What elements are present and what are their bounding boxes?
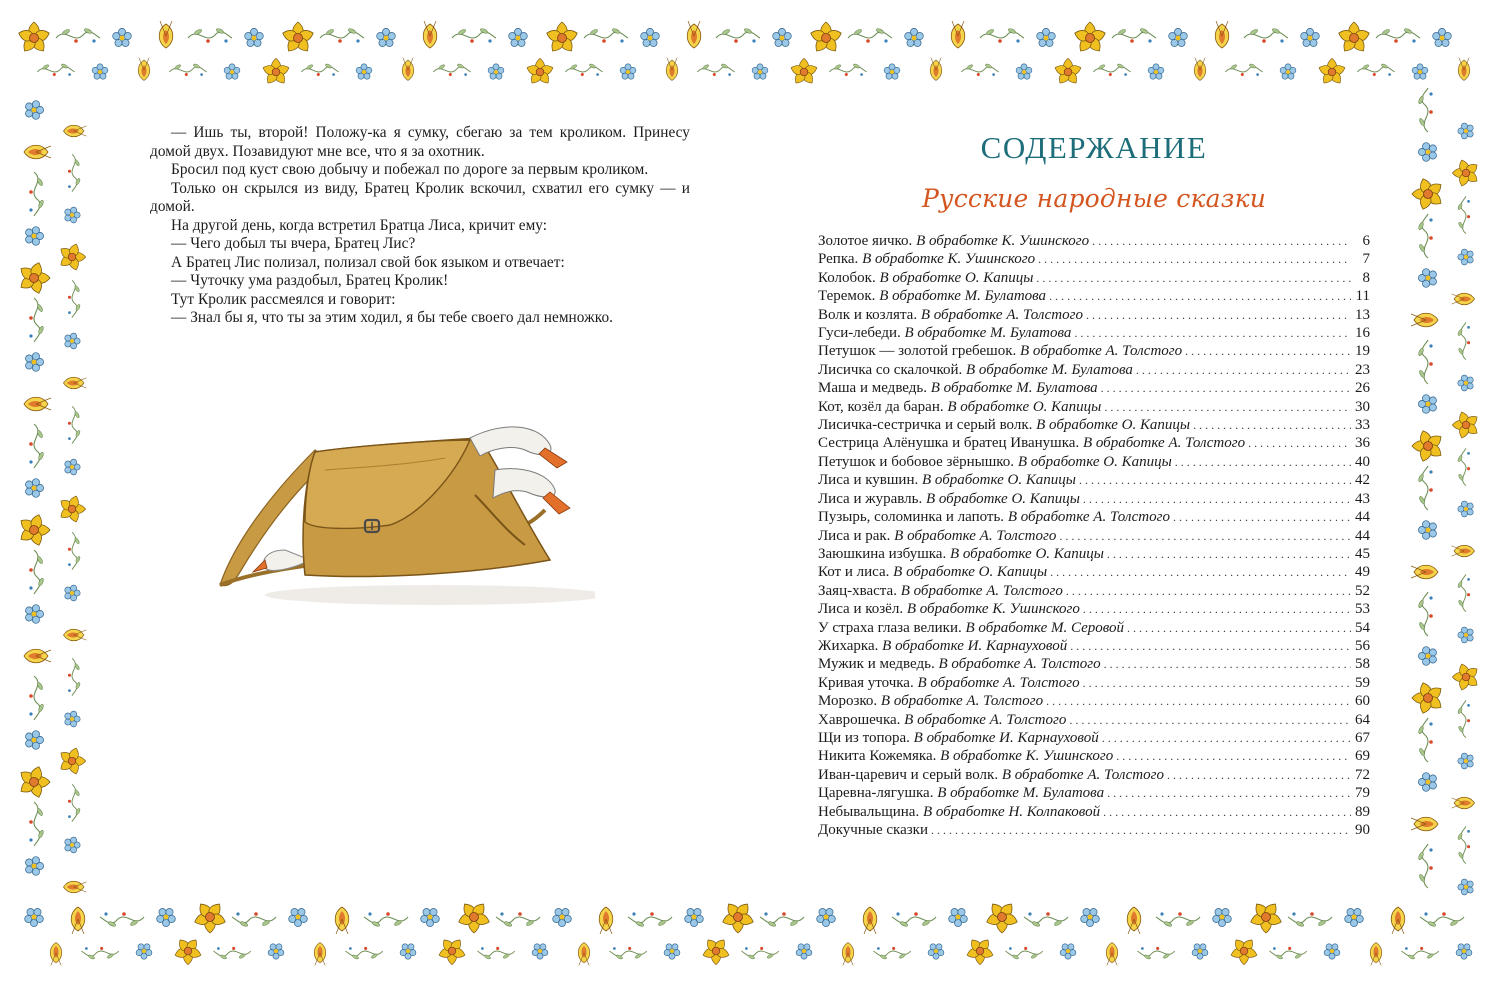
entry-title [818,232,1089,250]
leader-dots [1038,250,1351,268]
page-number: 7 [1362,251,1370,268]
page-number: 54 [1355,619,1370,636]
adaptation-credit: В обработке К. Ушинского [903,601,1080,618]
tale-name: Заяц-хваста. [818,582,897,599]
page-number: 59 [1355,674,1370,691]
tale-name: Петушок — золотой гребешок. [818,343,1017,360]
leader-dots [1066,582,1351,600]
tale-name: Лиса и рак. [818,527,891,544]
page-number: 33 [1355,417,1370,434]
contents-entry [818,324,1370,342]
entry-title [818,711,1066,729]
contents-entry [818,674,1370,692]
entry-title [818,674,1080,692]
contents-entry [818,747,1370,765]
entry-title [818,416,1190,434]
paragraph: — Знал бы я, что ты за этим ходил, я бы тебе своего дал немножко. [171,309,614,326]
adaptation-credit: В обработке М. Булатова [900,325,1072,342]
entry-title [818,434,1245,452]
page-number: 11 [1355,288,1370,305]
entry-title [818,490,1080,508]
page-number: 72 [1355,766,1370,783]
leader-dots [1083,490,1351,508]
contents-entry [818,453,1370,471]
contents-entry [818,784,1370,802]
adaptation-credit: В обработке М. Серовой [961,619,1125,636]
contents-entry [818,342,1370,360]
page-number: 60 [1355,693,1370,710]
entry-title [818,379,1098,397]
contents-entry [818,711,1370,729]
tale-name: Теремок. [818,288,876,305]
page-number: 90 [1355,822,1370,838]
entry-title [818,508,1170,526]
adaptation-credit: В обработке О. Капицы [875,269,1034,286]
page-number: 69 [1355,748,1370,765]
paragraph: — Ишь ты, второй! Положу-ка я сумку, сбегаю за тем кроликом. Принесу домой двух. Позавидуют мне все, что я за охотник. [150,124,690,160]
entry-title [818,342,1182,360]
adaptation-credit: В обработке А. Толстого [913,674,1080,691]
leader-dots [1083,600,1351,618]
adaptation-credit: В обработке Н. Колпаковой [919,803,1101,820]
leader-dots [1070,637,1351,655]
entry-title [818,306,1083,324]
entry-title [818,784,1104,802]
tale-name: Колобок. [818,269,876,286]
leader-dots [1193,416,1351,434]
entry-title [818,471,1076,489]
contents-entry [818,416,1370,434]
tale-name: Мужик и медведь. [818,656,935,673]
leader-dots [1069,711,1351,729]
page-number: 49 [1355,564,1370,581]
bag-illustration [205,410,595,610]
leader-dots [1104,398,1351,416]
entry-title [818,729,1099,747]
paragraph: Только он скрылся из виду, Братец Кролик вскочил, схватил его сумку — и домой. [150,179,690,215]
contents-entry [818,490,1370,508]
tale-name: Волк и козлята. [818,306,918,323]
entry-title [818,545,1104,563]
adaptation-credit: В обработке А. Толстого [1016,343,1183,360]
page-number: 67 [1355,729,1370,746]
tale-name: Небывальщина. [818,803,920,820]
entry-title [818,324,1071,342]
entry-title [818,582,1063,600]
leader-dots [1185,342,1351,360]
leader-dots [1036,269,1351,287]
tale-name: Царевна-лягушка. [818,785,934,802]
contents-entry [818,269,1370,287]
page-number: 36 [1355,435,1370,452]
contents-entry [818,637,1370,655]
leader-dots [1083,674,1351,692]
leader-dots [1173,508,1351,526]
adaptation-credit: В обработке М. Булатова [927,380,1098,397]
leader-dots [1167,766,1351,784]
leader-dots [1107,784,1351,802]
page-number: 58 [1355,656,1370,673]
contents-entry [818,545,1370,563]
page-number: 42 [1355,472,1370,489]
page-number: 44 [1355,527,1370,544]
paragraph: — Чуточку ума раздобыл, Братец Кролик! [171,272,449,289]
contents-entry [818,803,1370,821]
entry-title [818,803,1100,821]
adaptation-credit: В обработке О. Капицы [918,472,1076,489]
entry-title [818,619,1124,637]
tale-name: Кот, козёл да баран. [818,398,944,415]
leader-dots [1101,379,1351,397]
adaptation-credit: В обработке О. Капицы [889,564,1048,581]
adaptation-credit: В обработке К. Ушинского [858,251,1036,268]
entry-title [818,747,1113,765]
entry-title [818,600,1080,618]
adaptation-credit: В обработке О. Капицы [922,490,1080,507]
contents-entry [818,471,1370,489]
entry-title [818,361,1133,379]
adaptation-credit: В обработке А. Толстого [1079,435,1246,452]
tale-name: Лиса и козёл. [818,601,904,618]
adaptation-credit: В обработке И. Карнауховой [878,637,1068,654]
contents-entry [818,232,1370,250]
tale-name: Лисичка-сестричка и серый волк. [818,417,1033,434]
page-number: 6 [1362,233,1370,249]
leader-dots [1175,453,1351,471]
tale-name: Гуси-лебеди. [818,325,901,342]
entry-title [818,453,1172,471]
contents-entry [818,582,1370,600]
leader-dots [1086,306,1351,324]
entry-title [818,821,928,839]
page-number: 26 [1355,380,1370,397]
entry-title [818,563,1047,581]
leader-dots [1104,655,1351,673]
leader-dots [1059,527,1351,545]
tale-name: Морозко. [818,693,878,710]
adaptation-credit: В обработке А. Толстого [890,527,1057,544]
adaptation-credit: В обработке О. Капицы [1032,417,1191,434]
contents-entry [818,434,1370,452]
tale-name: Заюшкина избушка. [818,545,947,562]
entry-title [818,269,1033,287]
section-heading: Русские народные сказки [921,184,1267,213]
tale-name: Иван-царевич и серый волк. [818,766,999,783]
adaptation-credit: В обработке М. Булатова [933,785,1105,802]
tale-name: Золотое яичко. [818,233,913,249]
paragraph: А Братец Лис полизал, полизал свой бок языком и отвечает: [171,253,565,271]
contents-entry [818,821,1370,839]
contents-entry [818,692,1370,710]
page-number: 79 [1355,785,1370,802]
tale-name: Лиса и журавль. [818,490,923,507]
adaptation-credit: В обработке А. Толстого [877,693,1044,710]
tale-name: Петушок и бобовое зёрнышко. [818,453,1015,470]
entry-title [818,655,1101,673]
page-number: 23 [1355,361,1370,378]
leader-dots [1136,361,1351,379]
leader-dots [1049,287,1351,305]
contents-entry [818,287,1370,305]
contents-entry [818,508,1370,526]
adaptation-credit: В обработке И. Карнауховой [909,729,1099,746]
contents-entry [818,398,1370,416]
page-number: 56 [1355,637,1370,654]
tale-name: Кот и лиса. [818,564,890,581]
contents-entry [818,361,1370,379]
contents-entry [818,729,1370,747]
contents-entry [818,527,1370,545]
tale-name: Хаврошечка. [818,711,901,728]
contents-entry [818,600,1370,618]
page-number: 64 [1355,711,1370,728]
adaptation-credit: В обработке О. Капицы [943,398,1102,415]
adaptation-credit: В обработке К. Ушинского [936,748,1114,765]
adaptation-credit: В обработке К. Ушинского [912,233,1090,249]
paragraph: Тут Кролик рассмеялся и говорит: [171,290,396,308]
page-number: 13 [1355,306,1370,323]
leader-dots [1050,563,1351,581]
leader-dots [931,821,1351,839]
tale-name: У страха глаза велики. [818,619,962,636]
page-number: 19 [1355,343,1370,360]
leader-dots [1127,619,1351,637]
adaptation-credit: В обработке А. Толстого [900,711,1067,728]
tale-name: Кривая уточка. [818,674,914,691]
leader-dots [1102,729,1351,747]
leader-dots [1107,545,1351,563]
leader-dots [1103,803,1351,821]
entry-title [818,250,1035,268]
page-number: 53 [1355,601,1370,618]
tale-name: Жихарка. [818,637,879,654]
tale-name: Пузырь, соломинка и лапоть. [818,509,1005,526]
entry-title [818,527,1056,545]
adaptation-credit: В обработке М. Булатова [875,288,1047,305]
paragraph: На другой день, когда встретил Братца Лиса, кричит ему: [171,216,548,234]
adaptation-credit: В обработке М. Булатова [962,361,1133,378]
contents-entry [818,250,1370,268]
adaptation-credit: В обработке А. Толстого [917,306,1083,323]
entry-title [818,692,1043,710]
page-number: 52 [1355,582,1370,599]
page-number: 89 [1355,803,1370,820]
page-number: 8 [1362,269,1370,286]
contents-entry [818,379,1370,397]
page-number: 40 [1355,453,1370,470]
contents-heading: СОДЕРЖАНИЕ [980,130,1208,165]
leader-dots [1079,471,1351,489]
adaptation-credit: В обработке А. Толстого [896,582,1063,599]
leader-dots [1248,434,1351,452]
story-text [150,124,690,328]
tale-name: Маша и медведь. [818,380,927,397]
page-number: 45 [1355,545,1370,562]
page-number: 16 [1355,325,1370,342]
page-number: 43 [1355,490,1370,507]
paragraph: — Чего добыл ты вчера, Братец Лис? [171,235,416,252]
entry-title [818,287,1046,305]
leader-dots [1116,747,1351,765]
tale-name: Лиса и кувшин. [818,472,919,489]
adaptation-credit: В обработке О. Капицы [946,545,1104,562]
contents-entry [818,619,1370,637]
leader-dots [1046,692,1351,710]
paragraph: Бросил под куст свою добычу и побежал по дороге за первым кроликом. [171,161,649,178]
tale-name: Лисичка со скалочкой. [818,361,963,378]
tale-name: Никита Кожемяка. [818,748,937,765]
tale-name: Репка. [818,251,859,268]
tale-name: Щи из топора. [818,729,910,746]
page-number: 30 [1355,398,1370,415]
page-number: 44 [1355,509,1370,526]
contents-entry [818,306,1370,324]
contents-list [818,232,1370,839]
contents-entry [818,766,1370,784]
contents-entry [818,563,1370,581]
contents-entry [818,655,1370,673]
leader-dots [1092,232,1351,250]
entry-title [818,398,1101,416]
leader-dots [1074,324,1351,342]
entry-title [818,766,1164,784]
tale-name: Докучные сказки [818,822,928,838]
entry-title [818,637,1067,655]
tale-name: Сестрица Алёнушка и братец Иванушка. [818,435,1080,452]
adaptation-credit: В обработке А. Толстого [998,766,1164,783]
adaptation-credit: В обработке А. Толстого [1004,509,1170,526]
adaptation-credit: В обработке О. Капицы [1014,453,1172,470]
adaptation-credit: В обработке А. Толстого [934,656,1101,673]
